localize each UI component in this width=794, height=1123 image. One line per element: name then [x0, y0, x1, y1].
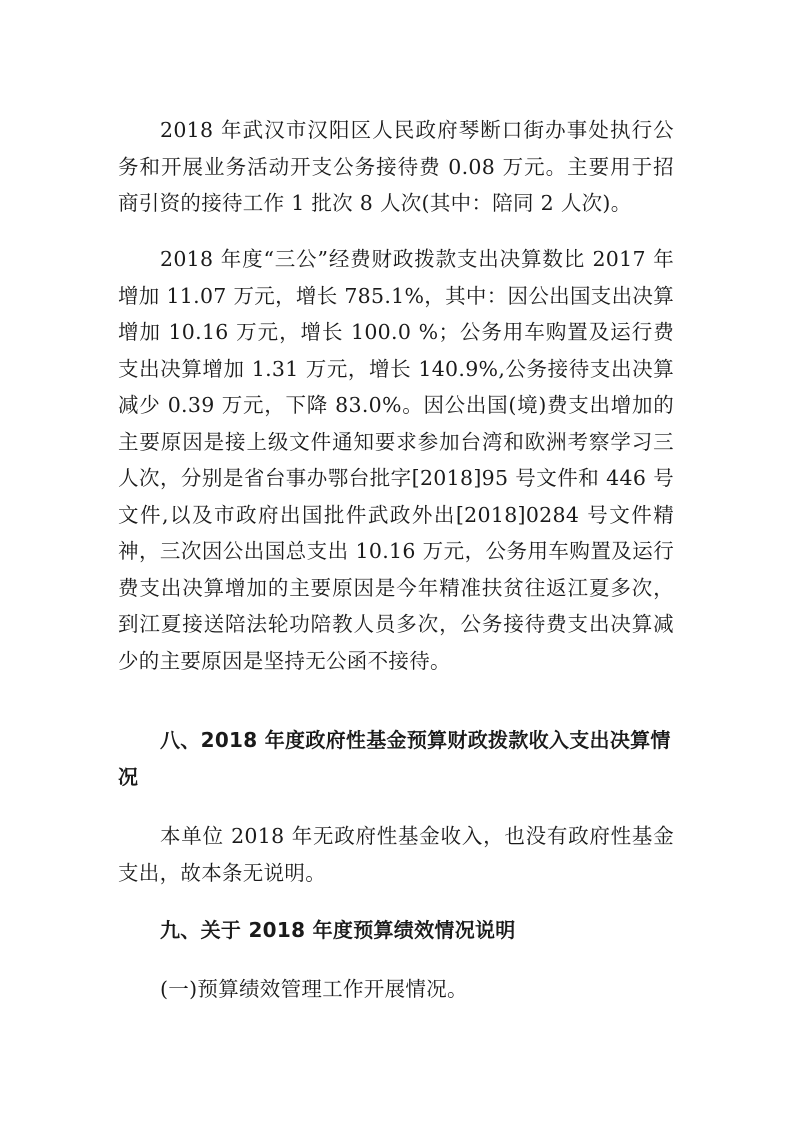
section-heading-performance: 九、关于 2018 年度预算绩效情况说明 [160, 918, 516, 942]
performance-subsection-paragraph: (一)预算绩效管理工作开展情况。 [160, 977, 468, 1001]
government-fund-paragraph: 本单位 2018 年无政府性基金收入，也没有政府性基金支出，故本条无说明。 [118, 824, 674, 885]
section-heading-government-fund: 八、2018 年度政府性基金预算财政拨款收入支出决算情况 [118, 728, 671, 789]
reception-expense-paragraph: 2018 年武汉市汉阳区人民政府琴断口街办事处执行公务和开展业务活动开支公务接待费 0.08 万元。主要用于招商引资的接待工作 1 批次 8 人次(其中：陪同 2 人次)。 [118, 118, 674, 215]
three-public-expenses-paragraph: 2018 年度“三公”经费财政拨款支出决算数比 2017 年增加 11.07 万元，增长 785.1%，其中：因公出国支出决算增加 10.16 万元，增长 100.0 %；公务用车购置及运行费支出决算增加 1.31 万元，增长 140.9%,公务接待支出决算减少 0.39 万元，下降 83.0%。因公出国(境)费支出增加的主要原因是接上级文件通知要求参加台湾和欧洲考察学习三人次，分别是省台事办鄂台批字[2018]95 号文件和 446 号文件,以及市政府出国批件武政外出[2018]0284 号文件精神，三次因公出国总支出 10.16 万元，公务用车购置及运行费支出决算增加的主要原因是今年精准扶贫往返江夏多次，到江夏接送陪法轮功陪教人员多次，公务接待费支出决算减少的主要原因是坚持无公函不接待。 [118, 247, 674, 673]
